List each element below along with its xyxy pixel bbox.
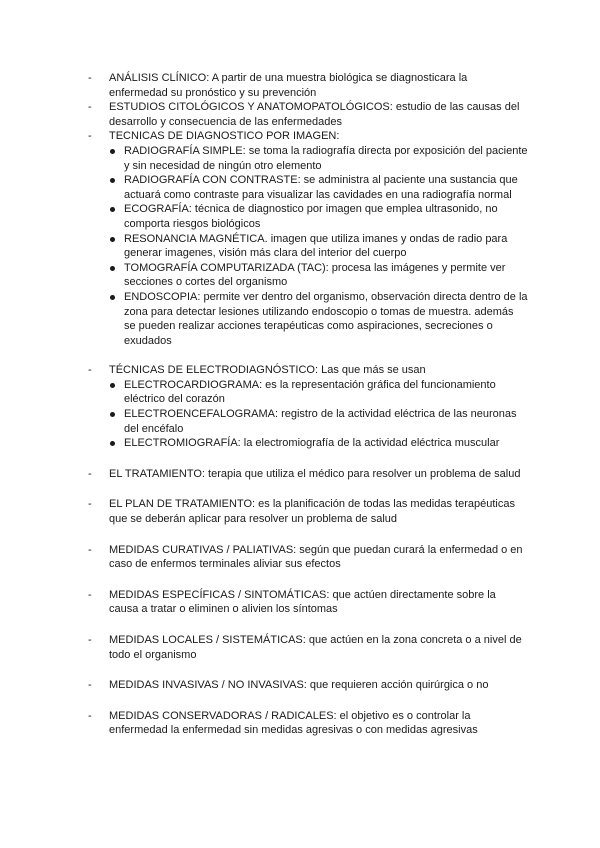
bullet-icon xyxy=(110,412,115,417)
dash-marker: - xyxy=(88,543,92,556)
dash-marker: - xyxy=(88,634,92,646)
spacer xyxy=(88,693,528,709)
spacer xyxy=(88,527,528,543)
list-item-medidas-locales xyxy=(88,633,528,662)
item-text: TECNICAS DE DIAGNOSTICO POR IMAGEN: xyxy=(109,130,340,143)
item-text: EL PLAN DE TRATAMIENTO: es la planificación de todas las medidas terapéuticas que se deberán aplicar para resolver un problema de salud xyxy=(109,498,515,526)
sublist-item xyxy=(88,202,528,231)
sublist-item-text: ELECTROCARDIOGRAMA: es la representación gráfica del funcionamiento eléctrico del corazón xyxy=(124,378,496,406)
spacer xyxy=(88,617,528,633)
bullet-icon xyxy=(110,149,115,154)
list-item-tratamiento xyxy=(88,467,528,482)
item-text: MEDIDAS ESPECÍFICAS / SINTOMÁTICAS: que actúen directamente sobre la causa a tratar o eliminen o alivien los síntomas xyxy=(109,588,496,616)
sublist-item-text: RESONANCIA MAGNÉTICA. imagen que utiliza imanes y ondas de radio para generar imagenes, visión más clara del interior del cuerpo xyxy=(124,232,508,260)
dash-marker: - xyxy=(88,498,92,511)
sublist-item-text: ENDOSCOPIA: permite ver dentro del organismo, observación directa dentro de la zona para detectar lesiones utilizando endoscopio o tomas de muestra. además se pueden realizar acciones terapéuticas como aspiraciones, secreciones o exudados xyxy=(124,290,528,347)
sublist-item xyxy=(88,378,528,407)
electro-sublist xyxy=(88,378,528,451)
sublist-item xyxy=(88,290,528,348)
sublist-item-text: TOMOGRAFÍA COMPUTARIZADA (TAC): procesa las imágenes y permite ver secciones o cortes del organismo xyxy=(124,261,506,289)
sublist-item xyxy=(88,261,528,290)
bullet-icon xyxy=(110,266,115,271)
bullet-icon xyxy=(110,441,115,446)
dash-marker: - xyxy=(88,588,92,601)
spacer xyxy=(88,662,528,678)
sublist-item xyxy=(88,144,528,173)
imaging-sublist xyxy=(88,144,528,348)
bullet-icon xyxy=(110,207,115,212)
sublist-item-text: ELECTROENCEFALOGRAMA: registro de la actividad eléctrica de las neuronas del encéfalo xyxy=(124,408,517,435)
list-item-electrodiagnostico xyxy=(88,363,528,378)
item-text: TÉCNICAS DE ELECTRODIAGNÓSTICO: Las que más se usan xyxy=(109,364,426,377)
spacer xyxy=(88,348,528,363)
bullet-icon xyxy=(110,237,115,242)
sublist-item xyxy=(88,436,528,451)
spacer xyxy=(88,451,528,467)
dash-marker: - xyxy=(88,101,92,114)
spacer xyxy=(88,572,528,588)
list-item-estudios-citologicos xyxy=(88,100,528,129)
dash-marker: - xyxy=(88,467,92,480)
dash-marker: - xyxy=(88,72,92,84)
list-item-analisis-clinico xyxy=(88,71,528,100)
item-text: ESTUDIOS CITOLÓGICOS Y ANATOMOPATOLÓGICOS: estudio de las causas del desarrollo y consecuencia de las enfermedades xyxy=(109,101,520,128)
sublist-item-text: RADIOGRAFÍA CON CONTRASTE: se administra al paciente una sustancia que actuará como contraste para visualizar las cavidades en una radiografía normal xyxy=(124,174,518,201)
list-item-diagnostico-imagen xyxy=(88,129,528,144)
item-text: MEDIDAS CONSERVADORAS / RADICALES: el objetivo es o controlar la enfermedad la enfermedad sin medidas agresivas o con medidas agresivas xyxy=(109,709,478,737)
sublist-item xyxy=(88,407,528,436)
bullet-icon xyxy=(110,295,115,300)
spacer xyxy=(88,481,528,497)
item-text: MEDIDAS INVASIVAS / NO INVASIVAS: que requieren acción quirúrgica o no xyxy=(109,679,489,692)
dash-marker: - xyxy=(88,709,92,722)
sublist-item-text: ECOGRAFÍA: técnica de diagnostico por imagen que emplea ultrasonido, no comporta riesgos biológicos xyxy=(124,203,498,230)
sublist-item-text: ELECTROMIOGRAFÍA: la electromiografía de la actividad eléctrica muscular xyxy=(124,437,500,450)
dash-marker: - xyxy=(88,679,92,692)
sublist-item xyxy=(88,173,528,202)
item-text: EL TRATAMIENTO: terapia que utiliza el médico para resolver un problema de salud xyxy=(109,467,521,480)
list-item-medidas-especificas xyxy=(88,588,528,617)
dash-marker: - xyxy=(88,364,92,377)
sublist-item xyxy=(88,232,528,261)
list-item-medidas-conservadoras xyxy=(88,709,528,738)
item-text: MEDIDAS LOCALES / SISTEMÁTICAS: que actúen en la zona concreta o a nivel de todo el organismo xyxy=(109,634,522,661)
list-item-medidas-curativas xyxy=(88,543,528,572)
item-text: MEDIDAS CURATIVAS / PALIATIVAS: según que puedan curará la enfermedad o en caso de enfermos terminales aliviar sus efectos xyxy=(109,543,523,571)
dash-marker: - xyxy=(88,130,92,143)
list-item-plan-tratamiento xyxy=(88,497,528,526)
document-body xyxy=(88,71,528,738)
bullet-icon xyxy=(110,178,115,183)
item-text: ANÁLISIS CLÍNICO: A partir de una muestra biológica se diagnosticara la enfermedad su pronóstico y su prevención xyxy=(109,72,468,99)
sublist-item-text: RADIOGRAFÍA SIMPLE: se toma la radiografía directa por exposición del paciente y sin necesidad de ningún otro elemento xyxy=(124,144,528,172)
bullet-icon xyxy=(110,383,115,388)
list-item-medidas-invasivas xyxy=(88,678,528,693)
